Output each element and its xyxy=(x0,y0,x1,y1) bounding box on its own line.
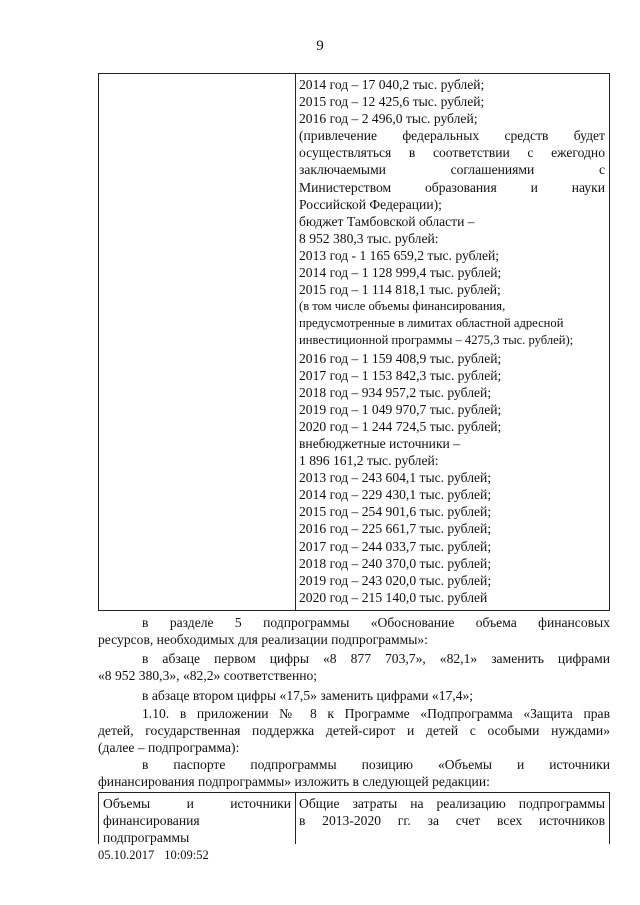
funding-line: Российской Федерации); xyxy=(299,196,442,212)
funding-line: (привлечение федеральных средств будет xyxy=(299,128,605,144)
paragraph-line: в абзаце втором цифры «17,5» заменить цифрами «17,4»; xyxy=(142,688,474,703)
passport-table xyxy=(98,792,610,844)
funding-line: Министерством образования и науки xyxy=(299,179,605,195)
funding-line: 2018 год – 240 370,0 тыс. рублей; xyxy=(299,555,492,571)
funding-line: 8 952 380,3 тыс. рублей: xyxy=(299,230,439,246)
passport-label-cell xyxy=(103,795,291,846)
passport-value-cell xyxy=(299,795,605,829)
cell-line: в 2013-2020 гг. за счет всех источников xyxy=(299,813,605,829)
funding-line: заключаемыми соглашениями с xyxy=(299,162,605,178)
paragraph-line: ресурсов, необходимых для реализации подпрограммы»: xyxy=(98,632,428,648)
funding-line: осуществляться в соответствии с ежегодно xyxy=(299,145,605,161)
funding-line: 1 896 161,2 тыс. рублей: xyxy=(299,453,439,469)
paragraph-passport xyxy=(98,756,610,790)
table-column-divider xyxy=(295,74,296,610)
funding-line: 2020 год – 215 140,0 тыс. рублей xyxy=(299,589,488,605)
funding-line: 2015 год – 1 114 818,1 тыс. рублей; xyxy=(299,282,501,298)
paragraph-line: в паспорте подпрограммы позицию «Объемы и источники xyxy=(142,757,610,772)
paragraph-section5 xyxy=(98,614,610,648)
table-column-divider xyxy=(295,793,296,844)
cell-line: Общие затраты на реализацию подпрограммы xyxy=(299,796,605,811)
paragraph-line: в разделе 5 подпрограммы «Обоснование объема финансовых xyxy=(142,615,610,630)
paragraph-second-abzac xyxy=(98,687,610,704)
print-timestamp xyxy=(98,848,209,863)
funding-line: предусмотренные в лимитах областной адресной xyxy=(299,316,564,331)
funding-line: 2019 год – 1 049 970,7 тыс. рублей; xyxy=(299,401,502,417)
paragraph-line: (далее – подпрограмма): xyxy=(98,740,240,756)
paragraph-first-abzac xyxy=(98,650,610,684)
print-time: 10:09:52 xyxy=(164,848,209,862)
funding-table xyxy=(98,73,610,611)
funding-line: 2016 год – 1 159 408,9 тыс. рублей; xyxy=(299,350,502,366)
funding-line: 2015 год – 12 425,6 тыс. рублей; xyxy=(299,94,485,110)
funding-line: 2014 год – 1 128 999,4 тыс. рублей; xyxy=(299,265,502,281)
funding-line: 2015 год – 254 901,6 тыс. рублей; xyxy=(299,504,492,520)
funding-line: 2014 год – 229 430,1 тыс. рублей; xyxy=(299,487,492,503)
paragraph-line: в абзаце первом цифры «8 877 703,7», «82,1» заменить цифрами xyxy=(142,651,610,666)
paragraph-line: «8 952 380,3», «82,2» соответственно; xyxy=(98,668,318,684)
funding-line: 2013 год - 1 165 659,2 тыс. рублей; xyxy=(299,247,500,263)
paragraph-appendix8 xyxy=(98,705,610,756)
funding-line: инвестиционной программы – 4275,3 тыс. рублей); xyxy=(299,333,574,348)
funding-line: 2013 год – 243 604,1 тыс. рублей; xyxy=(299,470,492,486)
funding-line: 2019 год – 243 020,0 тыс. рублей; xyxy=(299,572,492,588)
paragraph-line: детей, государственная поддержка детей-сирот и детей с особыми нуждами» xyxy=(98,723,610,739)
funding-line: 2020 год – 1 244 724,5 тыс. рублей; xyxy=(299,418,502,434)
paragraph-line: 1.10. в приложении № 8 к Программе «Подпрограмма «Защита прав xyxy=(142,706,610,721)
funding-line: 2014 год – 17 040,2 тыс. рублей; xyxy=(299,77,485,92)
funding-line: 2016 год – 225 661,7 тыс. рублей; xyxy=(299,521,492,537)
funding-line: 2016 год – 2 496,0 тыс. рублей; xyxy=(299,111,478,127)
cell-line: Объемы и источники xyxy=(103,796,291,811)
funding-line: внебюджетные источники – xyxy=(299,435,461,451)
funding-line: 2017 год – 244 033,7 тыс. рублей; xyxy=(299,538,492,554)
cell-line: финансирования xyxy=(103,813,200,829)
funding-cell xyxy=(299,76,605,606)
page-number: 9 xyxy=(316,38,324,54)
funding-line: 2018 год – 934 957,2 тыс. рублей; xyxy=(299,384,492,400)
paragraph-line: финансирования подпрограммы» изложить в следующей редакции: xyxy=(98,774,490,790)
funding-line: бюджет Тамбовской области – xyxy=(299,213,475,229)
cell-line: подпрограммы xyxy=(103,830,190,846)
funding-line: (в том числе объемы финансирования, xyxy=(299,299,506,314)
print-date: 05.10.2017 xyxy=(98,848,155,862)
funding-line: 2017 год – 1 153 842,3 тыс. рублей; xyxy=(299,367,502,383)
